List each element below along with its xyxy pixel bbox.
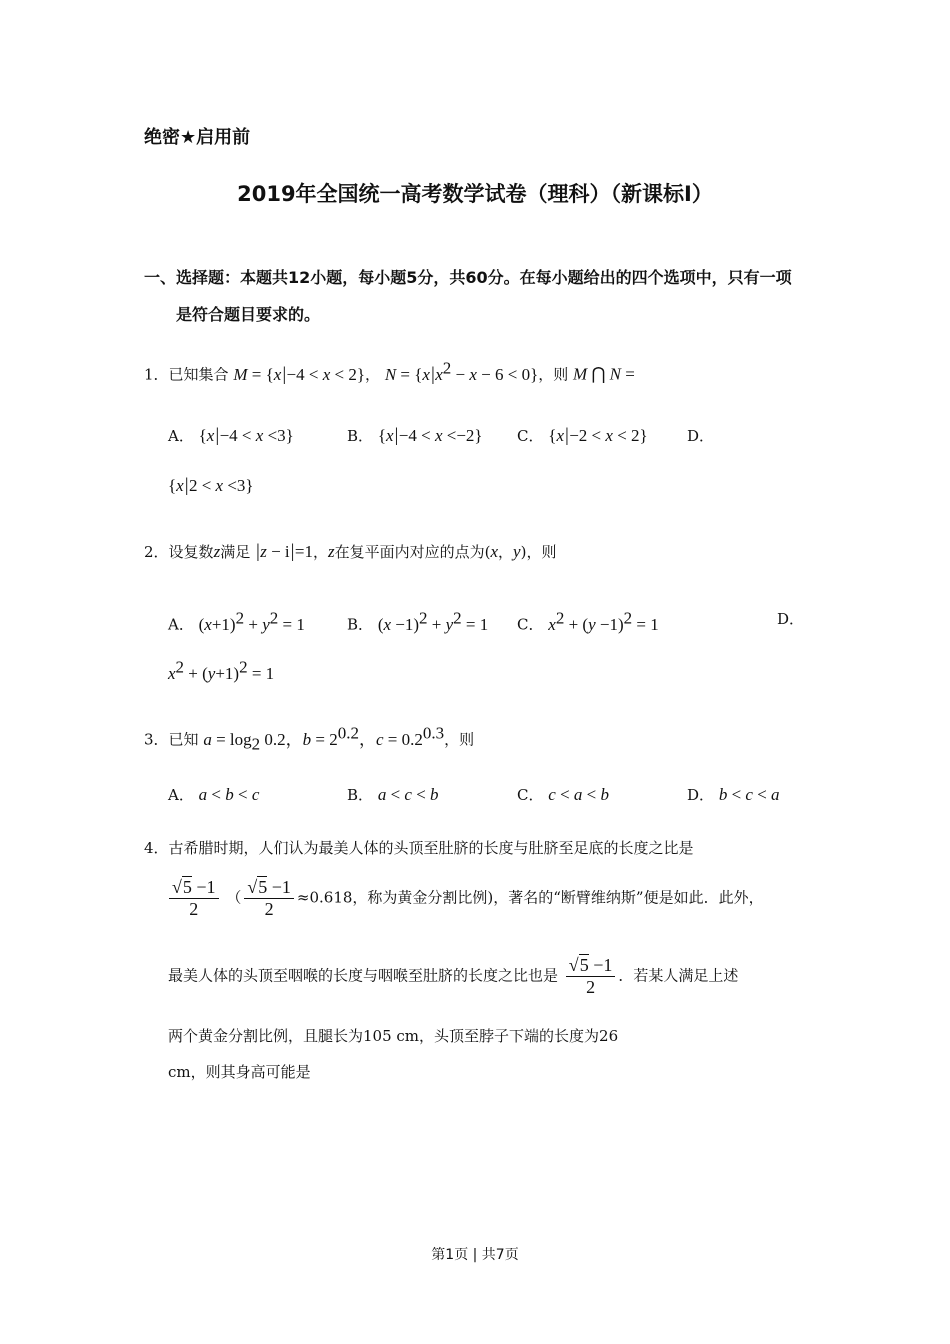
option-b[interactable]: [347, 784, 439, 805]
option-d-formula: $x^2 + (y+1)^2 = 1$: [168, 657, 275, 683]
option-formula: {x|−4 < x <3}: [198, 425, 294, 446]
question-number: 4．: [144, 839, 169, 857]
section-heading-line2: 是符合题目要求的。: [176, 305, 321, 324]
option-d[interactable]: [687, 784, 780, 805]
formula-intersection: M ⋂ N =: [573, 364, 635, 384]
question-text: x: [490, 542, 499, 561]
question-text: y: [513, 542, 521, 561]
question-2-stem: [144, 541, 556, 563]
question-text: 最美人体的头顶至咽喉的长度与咽喉至肚脐的长度之比也是: [168, 966, 559, 985]
option-label: B．: [347, 427, 374, 445]
question-text: 古希腊时期，人们认为最美人体的头顶至肚脐的长度与肚脐至足底的长度之比是: [168, 839, 694, 857]
golden-ratio-fraction: $\frac{√5 -1}{2}$: [244, 877, 294, 920]
question-number: 3．: [144, 730, 169, 749]
formula-modulus: |z − i|=1: [254, 541, 313, 562]
question-text: （: [226, 888, 242, 907]
option-label: D．: [777, 610, 805, 628]
question-3-stem: [144, 723, 474, 754]
question-4-line3: [168, 955, 738, 998]
question-number: 2．: [144, 543, 169, 561]
option-d[interactable]: [777, 608, 804, 629]
option-label: C．: [517, 615, 544, 634]
option-label: A．: [168, 615, 194, 634]
page-number: 第1页 | 共7页: [431, 1247, 519, 1263]
secret-mark: 绝密★启用前: [144, 127, 251, 148]
question-text: )，则: [520, 543, 557, 561]
option-a[interactable]: [168, 425, 294, 447]
option-label: D．: [687, 786, 715, 804]
option-formula: {x|−4 < x <−2}: [377, 425, 483, 446]
formula-set-M: M = {x|−4 < x < 2}: [233, 363, 366, 385]
option-c[interactable]: [517, 608, 659, 635]
question-text: ，: [312, 543, 328, 561]
question-text: 在复平面内对应的点为(: [334, 543, 491, 561]
option-formula: a < b < c: [198, 785, 260, 804]
page-title: 2019年全国统一高考数学试卷（理科）（新课标Ⅰ）: [237, 182, 713, 206]
question-text: ，则: [444, 730, 475, 749]
question-text: ≈0.618，称为黄金分割比例)，著名的“断臂维纳斯”便是如此．此外，: [296, 888, 764, 907]
option-d[interactable]: [687, 425, 714, 446]
option-formula: c < a < b: [548, 785, 609, 804]
formula-set-N: $N = \{x|x^2 - x - 6 < 0\}$: [384, 358, 539, 385]
question-text: ．若某人满足上述: [618, 966, 739, 985]
option-c[interactable]: [517, 425, 648, 447]
option-b[interactable]: [347, 608, 488, 635]
option-label: C．: [517, 427, 544, 445]
option-formula: b < c < a: [718, 785, 780, 804]
option-formula: a < c < b: [377, 785, 439, 804]
option-formula: {x|−2 < x < 2}: [548, 425, 648, 446]
question-4-line2: [166, 877, 764, 920]
question-text: z: [213, 542, 221, 561]
question-4-line5: cm，则其身高可能是: [168, 1063, 311, 1081]
option-label: B．: [347, 615, 374, 634]
option-a[interactable]: [168, 784, 259, 805]
option-a[interactable]: [168, 608, 305, 635]
question-text: 设复数: [168, 543, 214, 561]
question-text: ，: [365, 365, 381, 384]
option-label: D．: [687, 427, 715, 445]
question-text: 已知集合: [168, 365, 229, 384]
formula-abc: $a = \log_2 0.2$，$b = 2^{0.2}$，$c = 0.2^{0.3}$: [203, 723, 445, 754]
option-formula: $(x -1)^2 + y^2 = 1$: [377, 608, 489, 634]
option-c[interactable]: [517, 784, 609, 805]
question-4-line4: 两个黄金分割比例，且腿长为105 cm，头顶至脖子下端的长度为26: [168, 1027, 619, 1045]
question-text: 已知: [168, 730, 199, 749]
question-text: ，: [498, 543, 514, 561]
option-d-formula: {x|2 < x <3}: [168, 475, 254, 496]
option-b[interactable]: [347, 425, 483, 447]
option-formula: $x^2 + (y -1)^2 = 1$: [548, 608, 659, 634]
option-formula: $(x+1)^2 + y^2 = 1$: [198, 608, 305, 634]
option-label: A．: [168, 786, 194, 804]
question-text: 满足: [220, 543, 251, 561]
golden-ratio-fraction: $\frac{√5 -1}{2}$: [169, 877, 219, 920]
question-number: 1．: [144, 365, 169, 384]
section-heading-line1: 一、选择题：本题共12小题，每小题5分，共60分。在每小题给出的四个选项中，只有一项: [144, 268, 792, 287]
question-text: ，则: [538, 365, 569, 384]
option-label: B．: [347, 786, 374, 804]
question-text: z: [328, 542, 335, 561]
question-4-stem: [144, 837, 694, 858]
golden-ratio-fraction: $\frac{√5 -1}{2}$: [566, 955, 616, 998]
option-label: C．: [517, 786, 544, 804]
question-1-stem: [144, 358, 635, 386]
option-label: A．: [168, 427, 194, 445]
